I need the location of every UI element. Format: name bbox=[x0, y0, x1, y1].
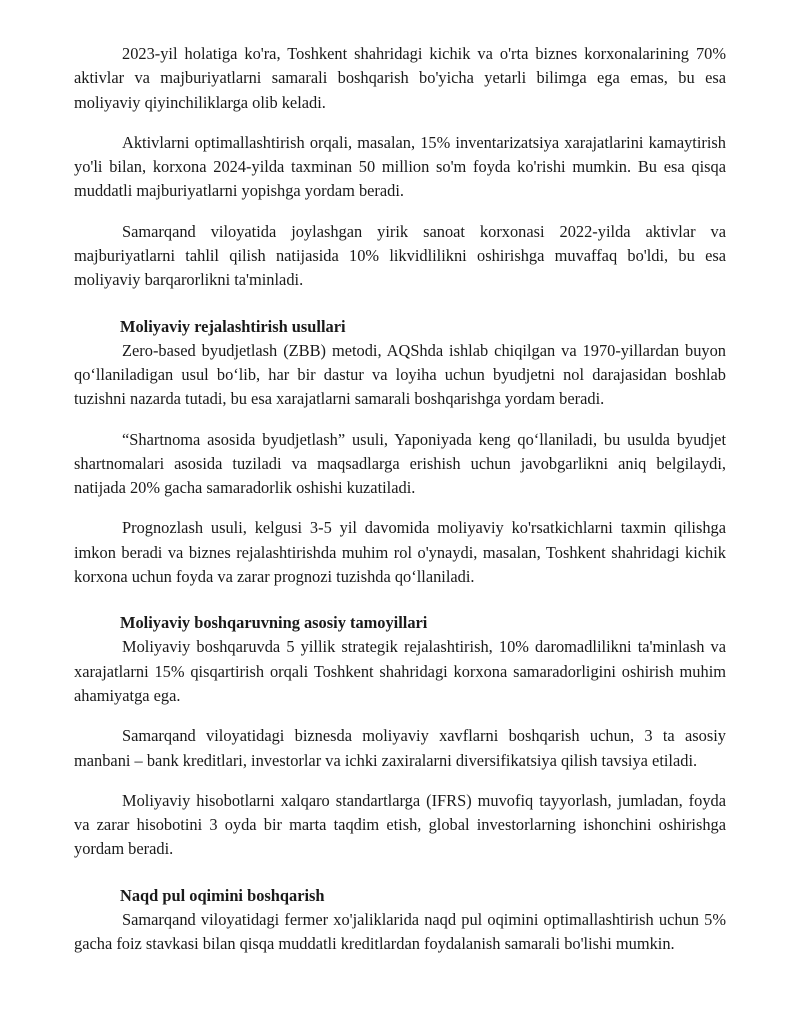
paragraph: Samarqand viloyatida joylashgan yirik sanoat korxonasi 2022-yilda aktivlar va majburiyatlarni tahlil qilish natijasida 10% likvidlilikni oshirishga muvaffaq bo'ldi, bu esa moliyaviy barqarorlikni ta'minladi. bbox=[74, 221, 726, 290]
paragraph: Samarqand viloyatidagi biznesda moliyaviy xavflarni boshqarish uchun, 3 ta asosiy manbani – bank kreditlari, investorlar va ichki zaxiralarni diversifikatsiya qilish tavsiya etiladi. bbox=[74, 726, 726, 770]
paragraph: Zero-based byudjetlash (ZBB) metodi, AQShda ishlab chiqilgan va 1970-yillardan buyon qo‘llaniladigan usul bo‘lib, har bir dastur va loyiha uchun byudjetni nol darajasidan boshlab tuzishni nazarda tutadi, bu esa xarajatlarni samarali boshqarishga yordam beradi. bbox=[74, 340, 726, 409]
paragraph: Prognozlash usuli, kelgusi 3-5 yil davomida moliyaviy ko'rsatkichlarni taxmin qilishga imkon beradi va biznes rejalashtirishda muhim rol o'ynaydi, masalan, Toshkent shahridagi kichik korxona uchun foyda va zarar prognozi tuzishda qo‘llaniladi. bbox=[74, 518, 726, 587]
paragraph: Moliyaviy hisobotlarni xalqaro standartlarga (IFRS) muvofiq tayyorlash, jumladan, foyda va zarar hisobotini 3 oyda bir marta taqdim etish, global investorlarning ishonchini oshirishga yordam beradi. bbox=[74, 790, 726, 859]
paragraph: 2023-yil holatiga ko'ra, Toshkent shahridagi kichik va o'rta biznes korxonalarining 70% aktivlar va majburiyatlarni samarali boshqarish bo'yicha yetarli bilimga ega emas, bu esa moliyaviy qiyinchiliklarga olib keladi. bbox=[74, 44, 726, 112]
paragraph: “Shartnoma asosida byudjetlash” usuli, Yaponiyada keng qo‘llaniladi, bu usulda byudjet shartnomalari asosida tuziladi va maqsadlarga erishish uchun javobgarlikni aniq belgilaydi, natijada 20% gacha samaradorlik oshishi kuzatiladi. bbox=[74, 429, 726, 498]
section-heading: Moliyaviy rejalashtirish usullari bbox=[120, 316, 346, 336]
section-heading: Moliyaviy boshqaruvning asosiy tamoyillari bbox=[120, 613, 428, 633]
paragraph: Moliyaviy boshqaruvda 5 yillik strategik rejalashtirish, 10% daromadlilikni ta'minlash va xarajatlarni 15% qisqartirish orqali Toshkent shahridagi korxona samaradorligini oshirish muhim ahamiyatga ega. bbox=[74, 637, 726, 705]
section-heading: Naqd pul oqimini boshqarish bbox=[120, 885, 325, 905]
paragraph: Samarqand viloyatidagi fermer xo'jaliklarida naqd pul oqimini optimallashtirish uchun 5% gacha foiz stavkasi bilan qisqa muddatli kreditlardan foydalanish samarali bo'lishi mumkin. bbox=[74, 909, 726, 954]
paragraph: Aktivlarni optimallashtirish orqali, masalan, 15% inventarizatsiya xarajatlarini kamaytirish yo'li bilan, korxona 2024-yilda taxminan 50 million so'm foyda ko'rishi mumkin. Bu esa qisqa muddatli majburiyatlarni yopishga yordam beradi. bbox=[74, 132, 726, 201]
